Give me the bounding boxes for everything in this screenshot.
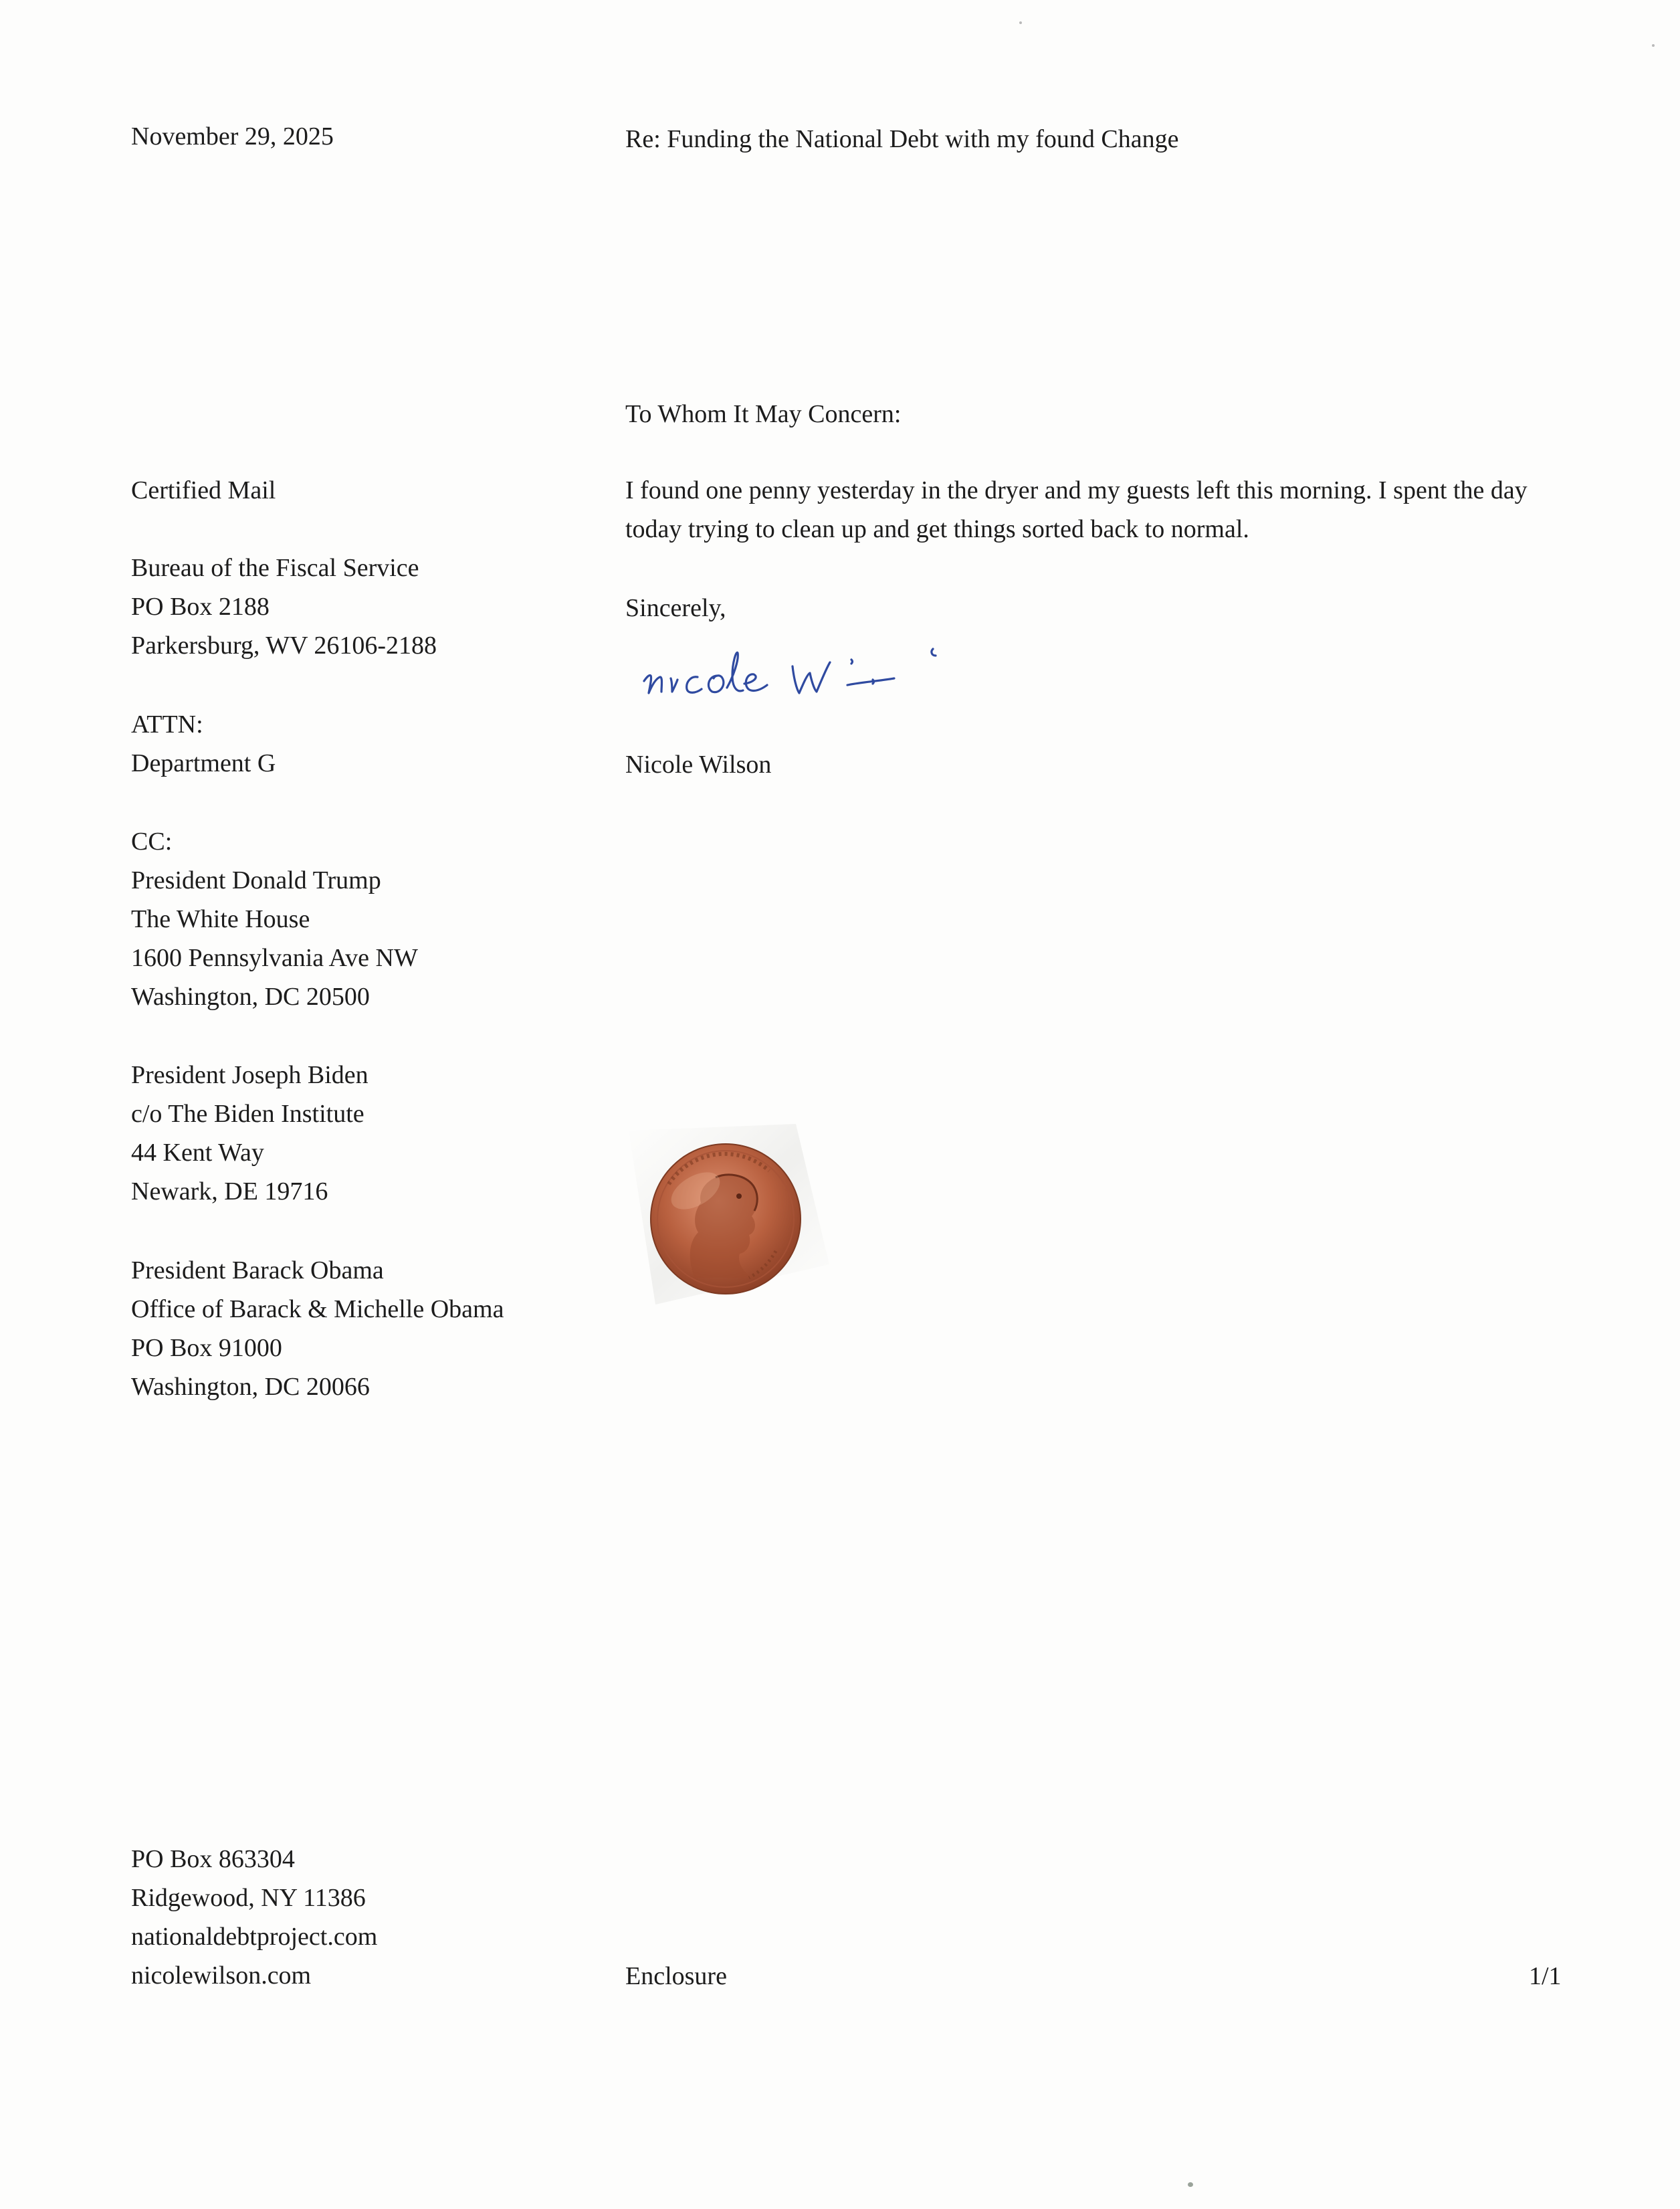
scan-speck [1019, 21, 1022, 24]
recipient-line: Parkersburg, WV 26106-2188 [131, 632, 437, 660]
cc-label: CC: [131, 828, 173, 856]
signer-name: Nicole Wilson [625, 751, 772, 779]
cc-block-biden [131, 1056, 369, 1211]
cc-line: The White House [131, 905, 310, 933]
cc-line: c/o The Biden Institute [131, 1100, 364, 1128]
recipient-line: Bureau of the Fiscal Service [131, 554, 419, 582]
penny-enclosure [615, 1111, 836, 1311]
penny-icon [615, 1111, 836, 1311]
mail-method: Certified Mail [131, 476, 276, 504]
letter-body: I found one penny yesterday in the dryer and my guests left this morning. I spent the day today trying to clean up and get things sorted back to normal. [625, 476, 1528, 543]
cc-line: 1600 Pennsylvania Ave NW [131, 944, 418, 972]
cc-line: PO Box 91000 [131, 1334, 282, 1362]
cc-block-trump [131, 822, 418, 1016]
cc-line: Washington, DC 20066 [131, 1373, 370, 1401]
scan-speck [1652, 44, 1655, 47]
sender-address [131, 1840, 377, 1995]
letter-date: November 29, 2025 [131, 122, 334, 151]
cc-line: Office of Barack & Michelle Obama [131, 1295, 504, 1323]
cc-line: Washington, DC 20500 [131, 983, 370, 1011]
scan-speck [1188, 2182, 1193, 2187]
sender-website-link: nationaldebtproject.com [131, 1923, 378, 1951]
attn-label: ATTN: [131, 710, 203, 739]
closing: Sincerely, [625, 594, 726, 622]
attn-block [131, 705, 276, 783]
cc-line: Newark, DE 19716 [131, 1177, 328, 1206]
salutation: To Whom It May Concern: [625, 400, 902, 428]
cc-line: President Donald Trump [131, 866, 381, 894]
attn-department: Department G [131, 749, 276, 777]
cc-line: 44 Kent Way [131, 1139, 264, 1167]
sender-line: Ridgewood, NY 11386 [131, 1884, 366, 1912]
recipient-line: PO Box 2188 [131, 593, 270, 621]
sender-line: PO Box 863304 [131, 1845, 295, 1873]
enclosure-label: Enclosure [625, 1962, 727, 1990]
cc-block-obama [131, 1251, 504, 1406]
recipient-address [131, 549, 437, 665]
cc-line: President Joseph Biden [131, 1061, 369, 1089]
handwritten-signature [639, 636, 986, 723]
page-number: 1/1 [1529, 1962, 1562, 1990]
cc-line: President Barack Obama [131, 1256, 384, 1284]
subject-line: Re: Funding the National Debt with my found Change [625, 125, 1179, 153]
sender-website-link: nicolewilson.com [131, 1961, 312, 1990]
